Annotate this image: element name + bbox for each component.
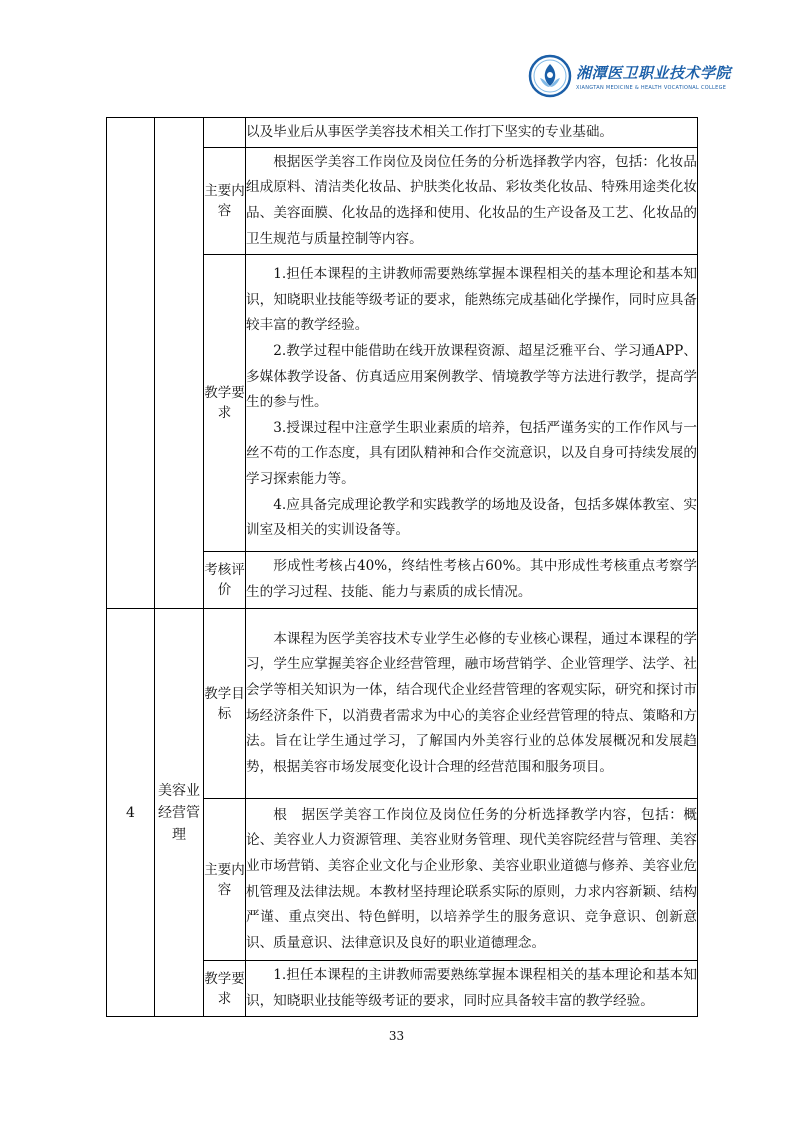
row-content-cell [246,118,698,148]
content-paragraph: 以及毕业后从事医学美容技术相关工作打下坚实的专业基础。 [246,123,614,140]
course-name-cell [155,118,204,609]
row-label-assessment: 考核评价 [204,552,246,609]
college-emblem-icon [528,54,572,98]
row-label-main-content: 主要内容 [204,148,246,255]
row-label-cell [204,118,246,148]
content-paragraph: 4.应具备完成理论教学和实践教学的场地及设备，包括多媒体教室、实训室及相关的实训设备等。 [246,496,697,539]
row-content-cell [246,148,698,255]
content-paragraph: 形成性考核占40%，终结性考核占60%。其中形成性考核重点考察学生的学习过程、技能、能力与素质的成长情况。 [246,558,697,600]
row-content-cell [246,799,698,961]
college-logo [528,54,731,98]
row-content-cell [246,961,698,1017]
curriculum-table [106,117,698,1017]
row-content-cell [246,552,698,609]
content-paragraph: 1.担任本课程的主讲教师需要熟练掌握本课程相关的基本理论和基本知识，知晓职业技能等级考证的要求，同时应具备较丰富的教学经验。 [246,966,697,1009]
table-row [107,118,698,148]
content-paragraph: 2.教学过程中能借助在线开放课程资源、超星泛雅平台、学习通APP、多媒体教学设备、仿真适应用案例教学、情境教学等方法进行教学，提高学生的参与性。 [246,343,697,411]
row-content-cell [246,255,698,552]
content-paragraph: 3.授课过程中注意学生职业素质的培养，包括严谨务实的工作作风与一丝不苟的工作态度，具有团队精神和合作交流意识，以及自身可持续发展的学习探索能力等。 [246,419,697,487]
row-label-main-content: 主要内容 [204,799,246,961]
page-number: 33 [388,1029,405,1043]
course-number: 4 [107,609,155,1017]
content-paragraph: 根据医学美容工作岗位及岗位任务的分析选择教学内容，包括：化妆品组成原料、清洁类化妆品、护肤类化妆品、彩妆类化妆品、特殊用途类化妆品、美容面膜、化妆品的选择和使用、化妆品的生产设备及工艺、化妆品的卫生规范与质量控制等内容。 [246,153,697,247]
course-number-cell [107,118,155,609]
college-name-cn: 湘潭医卫职业技术学院 [576,63,732,82]
college-name-en: XIANGTAN MEDICINE & HEALTH VOCATIONAL COLLEGE [576,84,727,91]
table-row [107,609,698,799]
row-label-teaching-objectives: 教学目标 [204,609,246,799]
content-paragraph: 1.担任本课程的主讲教师需要熟练掌握本课程相关的基本理论和基本知识，知晓职业技能等级考证的要求，能熟练完成基础化学操作，同时应具备较丰富的教学经验。 [246,266,697,334]
content-paragraph: 本课程为医学美容技术专业学生必修的专业核心课程，通过本课程的学习，学生应掌握美容企业经营管理，融市场营销学、企业管理学、法学、社会学等相关知识为一体，结合现代企业经营管理的客观实际，研究和探讨市场经济条件下，以消费者需求为中心的美容企业经营管理的特点、策略和方法。旨在让学生通过学习，了解国内外美容行业的总体发展概况和发展趋势，根据美容市场发展变化设计合理的经营范围和服务项目。 [246,630,697,775]
course-name: 美容业经营管理 [155,609,204,1017]
row-label-teaching-requirements: 教学要求 [204,255,246,552]
row-label-teaching-requirements: 教学要求 [204,961,246,1017]
row-content-cell [246,609,698,799]
content-paragraph: 根 据医学美容工作岗位及岗位任务的分析选择教学内容，包括：概论、美容业人力资源管理、美容业财务管理、现代美容院经营与管理、美容业市场营销、美容企业文化与企业形象、美容业职业道德与修养、美容业危机管理及法律法规。本教材坚持理论联系实际的原则，力求内容新颖、结构严谨、重点突出、特色鲜明，以培养学生的服务意识、竞争意识、创新意识、质量意识、法律意识及良好的职业道德理念。 [246,806,697,951]
